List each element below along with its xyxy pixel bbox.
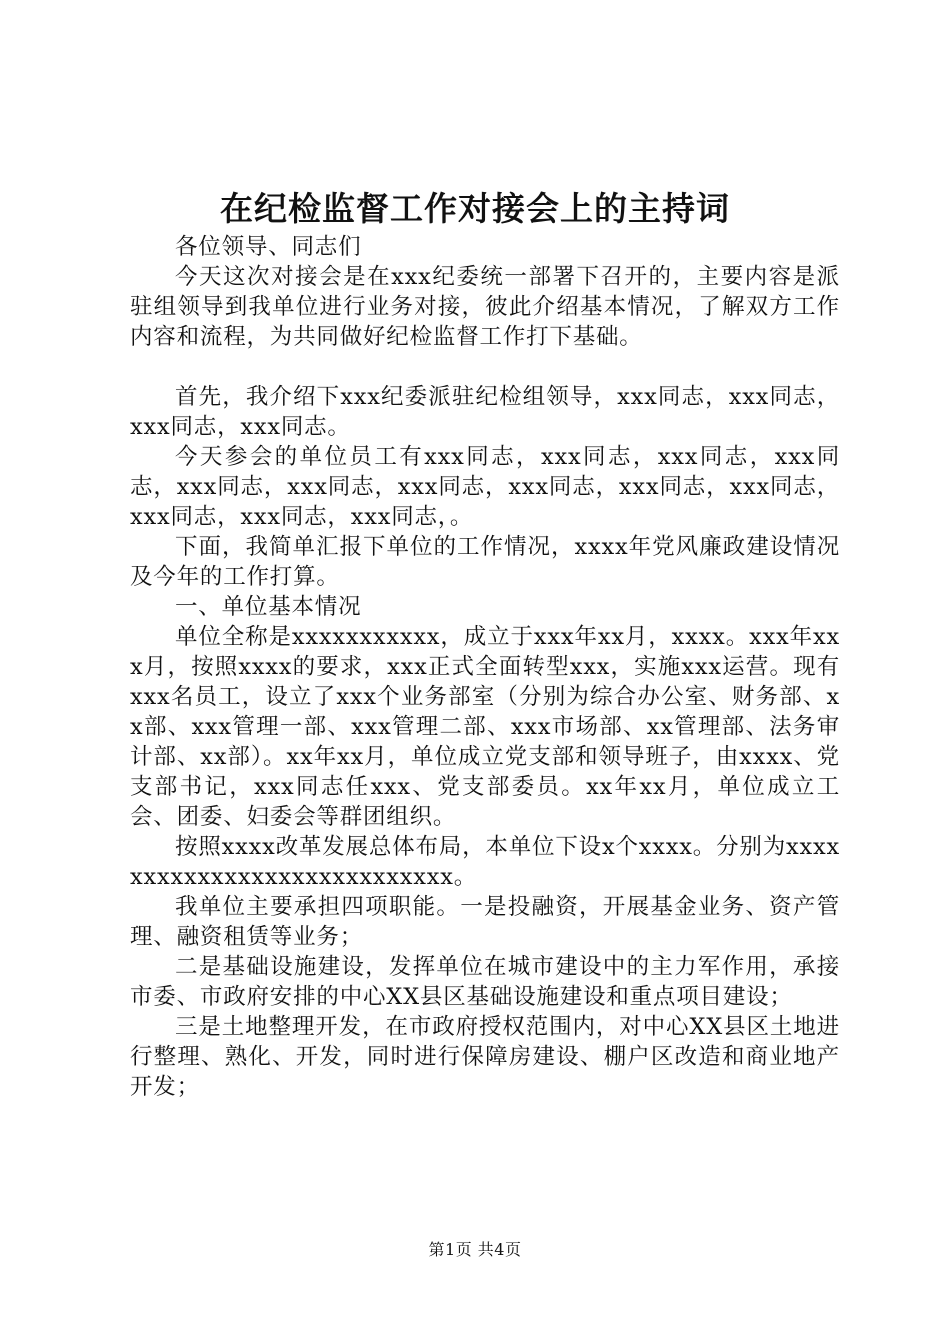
report-intro-paragraph: 下面，我简单汇报下单位的工作情况，xxxx年党风廉政建设情况及今年的工作打算。 bbox=[130, 534, 840, 590]
function-two-paragraph: 二是基础设施建设，发挥单位在城市建设中的主力军作用，承接市委、市政府安排的中心XX县区基础设施建设和重点项目建设； bbox=[130, 954, 840, 1010]
intro-paragraph: 今天这次对接会是在xxx纪委统一部署下召开的，主要内容是派驻组领导到我单位进行业务对接，彼此介绍基本情况，了解双方工作内容和流程，为共同做好纪检监督工作打下基础。 bbox=[130, 264, 840, 350]
salutation-paragraph: 各位领导、同志们 bbox=[175, 234, 362, 260]
leaders-paragraph: 首先，我介绍下xxx纪委派驻纪检组领导，xxx同志，xxx同志，xxx同志，xxx同志。 bbox=[130, 384, 840, 440]
attendees-paragraph: 今天参会的单位员工有xxx同志，xxx同志，xxx同志，xxx同志，xxx同志，xxx同志，xxx同志，xxx同志，xxx同志，xxx同志，xxx同志，xxx同志，xxx同志，。 bbox=[130, 444, 840, 530]
functions-paragraph: 我单位主要承担四项职能。一是投融资，开展基金业务、资产管理、融资租赁等业务； bbox=[130, 894, 840, 950]
unit-overview-paragraph: 单位全称是xxxxxxxxxxx，成立于xxx年xx月，xxxx。xxx年xxx月，按照xxxx的要求，xxx正式全面转型xxx，实施xxx运营。现有xxx名员工，设立了xxx个业务部室（分别为综合办公室、财务部、xx部、xxx管理一部、xxx管理二部、xxx市场部、xx管理部、法务审计部、xx部）。xx年xx月，单位成立党支部和领导班子，由xxxx、党支部书记，xxx同志任xxx、党支部委员。xx年xx月，单位成立工会、团委、妇委会等群团组织。 bbox=[130, 624, 840, 830]
structure-paragraph: 按照xxxx改革发展总体布局，本单位下设x个xxxx。分别为xxxxxxxxxxxxxxxxxxxxxxxxxxxx。 bbox=[130, 834, 840, 890]
section-heading: 一、单位基本情况 bbox=[175, 594, 362, 620]
page-footer: 第1页 共4页 bbox=[428, 1240, 522, 1259]
function-three-paragraph: 三是土地整理开发，在市政府授权范围内，对中心XX县区土地进行整理、熟化、开发，同时进行保障房建设、棚户区改造和商业地产开发； bbox=[130, 1014, 840, 1100]
document-title: 在纪检监督工作对接会上的主持词 bbox=[220, 189, 730, 228]
document-body bbox=[130, 232, 840, 1102]
